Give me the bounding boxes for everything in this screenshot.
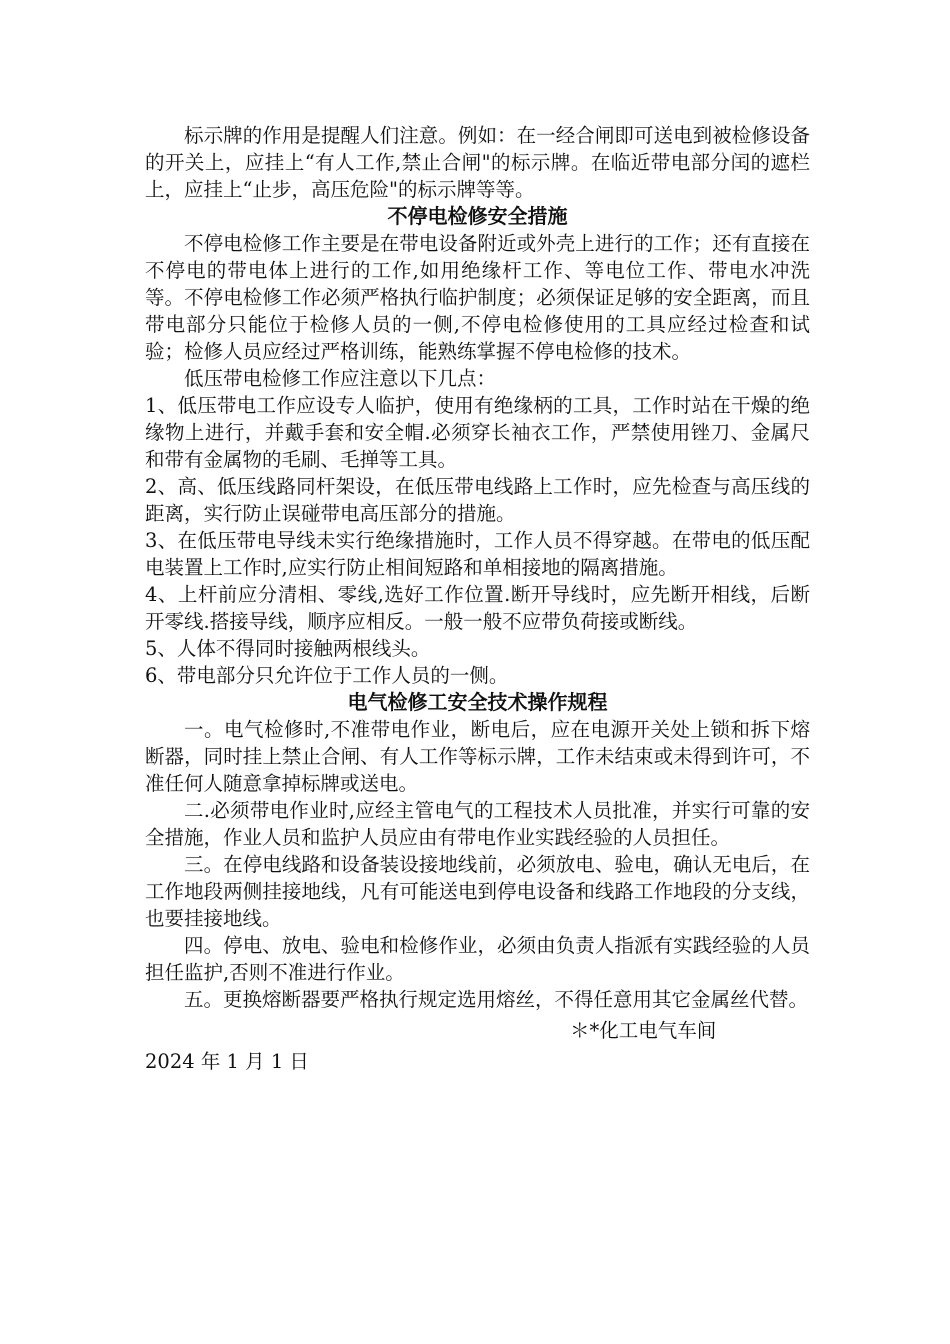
section-title-live-maintenance: 不停电检修安全措施 xyxy=(387,204,568,228)
rule-paragraph: 一。电气检修时,不准带电作业，断电后，应在电源开关处上锁和拆下熔断器，同时挂上禁止合闸、有人工作等标示牌，工作未结束或未得到许可，不准任何人随意拿掉标牌或送电。 xyxy=(145,718,810,795)
section-paragraph: 不停电检修工作主要是在带电设备附近或外壳上进行的工作；还有直接在不停电的带电体上进行的工作,如用绝缘杆工作、等电位工作、带电水冲洗等。不停电检修工作必须严格执行临护制度；必须保证足够的安全距离，而且带电部分只能位于检修人员的一侧,不停电检修使用的工具应经过检查和试验；检修人员应经过严格训练，能熟练掌握不停电检修的技术。 xyxy=(145,232,810,363)
signature-date: 2024 年 1 月 1 日 xyxy=(145,1050,309,1073)
signature-org: ＊*化工电气车间 xyxy=(570,1019,717,1042)
intro-paragraph: 标示牌的作用是提醒人们注意。例如：在一经合闸即可送电到被检修设备的开关上，应挂上“有人工作,禁止合闸"的标示牌。在临近带电部分闰的遮栏上，应挂上“止步，高压危险"的标示牌等等。 xyxy=(145,124,810,201)
rule-paragraph: 五。更换熔断器要严格执行规定选用熔丝，不得任意用其它金属丝代替。 xyxy=(184,988,809,1011)
rule-paragraph: 二.必须带电作业时,应经主管电气的工程技术人员批准，并实行可靠的安全措施，作业人员和监护人员应由有带电作业实践经验的人员担任。 xyxy=(145,799,810,849)
list-item: 3、在低压带电导线未实行绝缘措施时，工作人员不得穿越。在带电的低压配电装置上工作时,应实行防止相间短路和单相接地的隔离措施。 xyxy=(145,529,810,579)
list-item: 1、低压带电工作应设专人临护，使用有绝缘柄的工具，工作时站在干燥的绝缘物上进行，并戴手套和安全帽.必须穿长袖衣工作，严禁使用锉刀、金属尺和带有金属物的毛刷、毛掸等工具。 xyxy=(145,394,810,471)
list-item: 6、带电部分只允许位于工作人员的一侧。 xyxy=(145,664,509,687)
list-item: 5、人体不得同时接触两根线头。 xyxy=(145,637,431,660)
rule-paragraph: 三。在停电线路和设备装设接地线前，必须放电、验电，确认无电后，在工作地段两侧挂接地线，凡有可能送电到停电设备和线路工作地段的分支线，也要挂接地线。 xyxy=(145,853,810,930)
section-title-operating-rules: 电气检修工安全技术操作规程 xyxy=(347,690,608,714)
section-paragraph: 低压带电检修工作应注意以下几点： xyxy=(184,367,497,390)
list-item: 2、高、低压线路同杆架设，在低压带电线路上工作时，应先检查与高压线的距离，实行防止误碰带电高压部分的措施。 xyxy=(145,475,810,525)
rule-paragraph: 四。停电、放电、验电和检修作业，必须由负责人指派有实践经验的人员担任监护,否则不准进行作业。 xyxy=(145,934,810,984)
document-page xyxy=(145,122,810,1075)
list-item: 4、上杆前应分清相、零线,选好工作位置.断开导线时，应先断开相线，后断开零线.搭接导线，顺序应相反。一般一般不应带负荷接或断线。 xyxy=(145,583,810,633)
